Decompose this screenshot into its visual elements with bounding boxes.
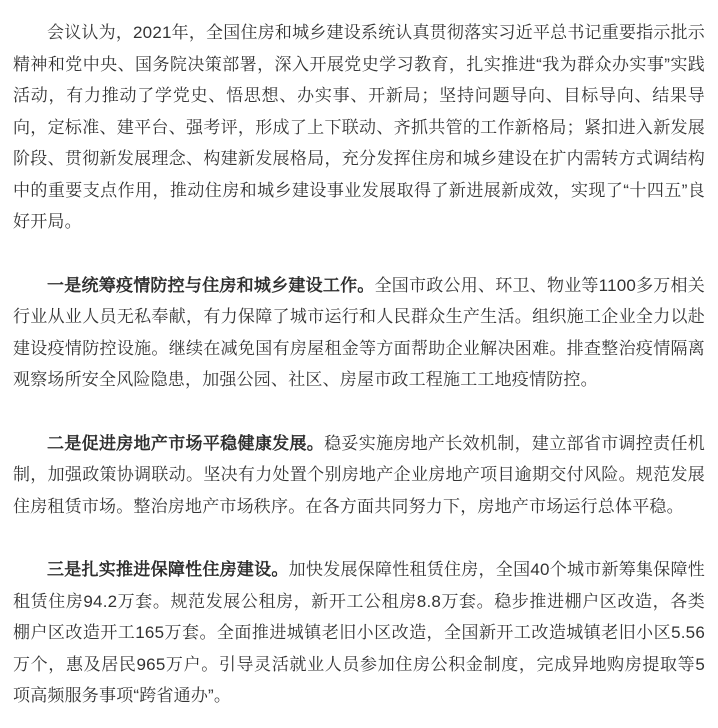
paragraph-point-two-lead: 二是促进房地产市场平稳健康发展。	[47, 433, 325, 453]
paragraph-overview	[13, 17, 705, 238]
paragraph-point-one	[13, 270, 705, 396]
paragraph-point-one-text: 全国市政公用、环卫、物业等1100多万相关行业从业人员无私奉献，有力保障了城市运行和人民群众生产生活。组织施工企业全力以赴建设疫情防控设施。继续在减免国有房屋租金等方面帮助企业解决困难。排查整治疫情隔离观察场所安全风险隐患，加强公园、社区、房屋市政工程施工工地疫情防控。	[13, 275, 705, 389]
paragraph-point-two	[13, 428, 705, 523]
paragraph-point-one-lead: 一是统筹疫情防控与住房和城乡建设工作。	[47, 275, 375, 295]
paragraph-point-three-text: 加快发展保障性租赁住房，全国40个城市新筹集保障性租赁住房94.2万套。规范发展公租房，新开工公租房8.8万套。稳步推进棚户区改造，各类棚户区改造开工165万套。全面推进城镇老旧小区改造，全国新开工改造城镇老旧小区5.56万个，惠及居民965万户。引导灵活就业人员参加住房公积金制度，完成异地购房提取等5项高频服务事项“跨省通办”。	[13, 560, 705, 705]
paragraph-point-three	[13, 554, 705, 712]
paragraph-point-two-text: 稳妥实施房地产长效机制，建立部省市调控责任机制，加强政策协调联动。坚决有力处置个别房地产企业房地产项目逾期交付风险。规范发展住房租赁市场。整治房地产市场秩序。在各方面共同努力下，房地产市场运行总体平稳。	[13, 433, 706, 516]
paragraph-overview-text: 会议认为，2021年，全国住房和城乡建设系统认真贯彻落实习近平总书记重要指示批示精神和党中央、国务院决策部署，深入开展党史学习教育，扎实推进“我为群众办实事”实践活动，有力推动了学党史、悟思想、办实事、开新局；坚持问题导向、目标导向、结果导向，定标准、建平台、强考评，形成了上下联动、齐抓共管的工作新格局；紧扣进入新发展阶段、贯彻新发展理念、构建新发展格局，充分发挥住房和城乡建设在扩内需转方式调结构中的重要支点作用，推动住房和城乡建设事业发展取得了新进展新成效，实现了“十四五”良好开局。	[13, 23, 705, 231]
paragraph-point-three-lead: 三是扎实推进保障性住房建设。	[47, 560, 289, 579]
